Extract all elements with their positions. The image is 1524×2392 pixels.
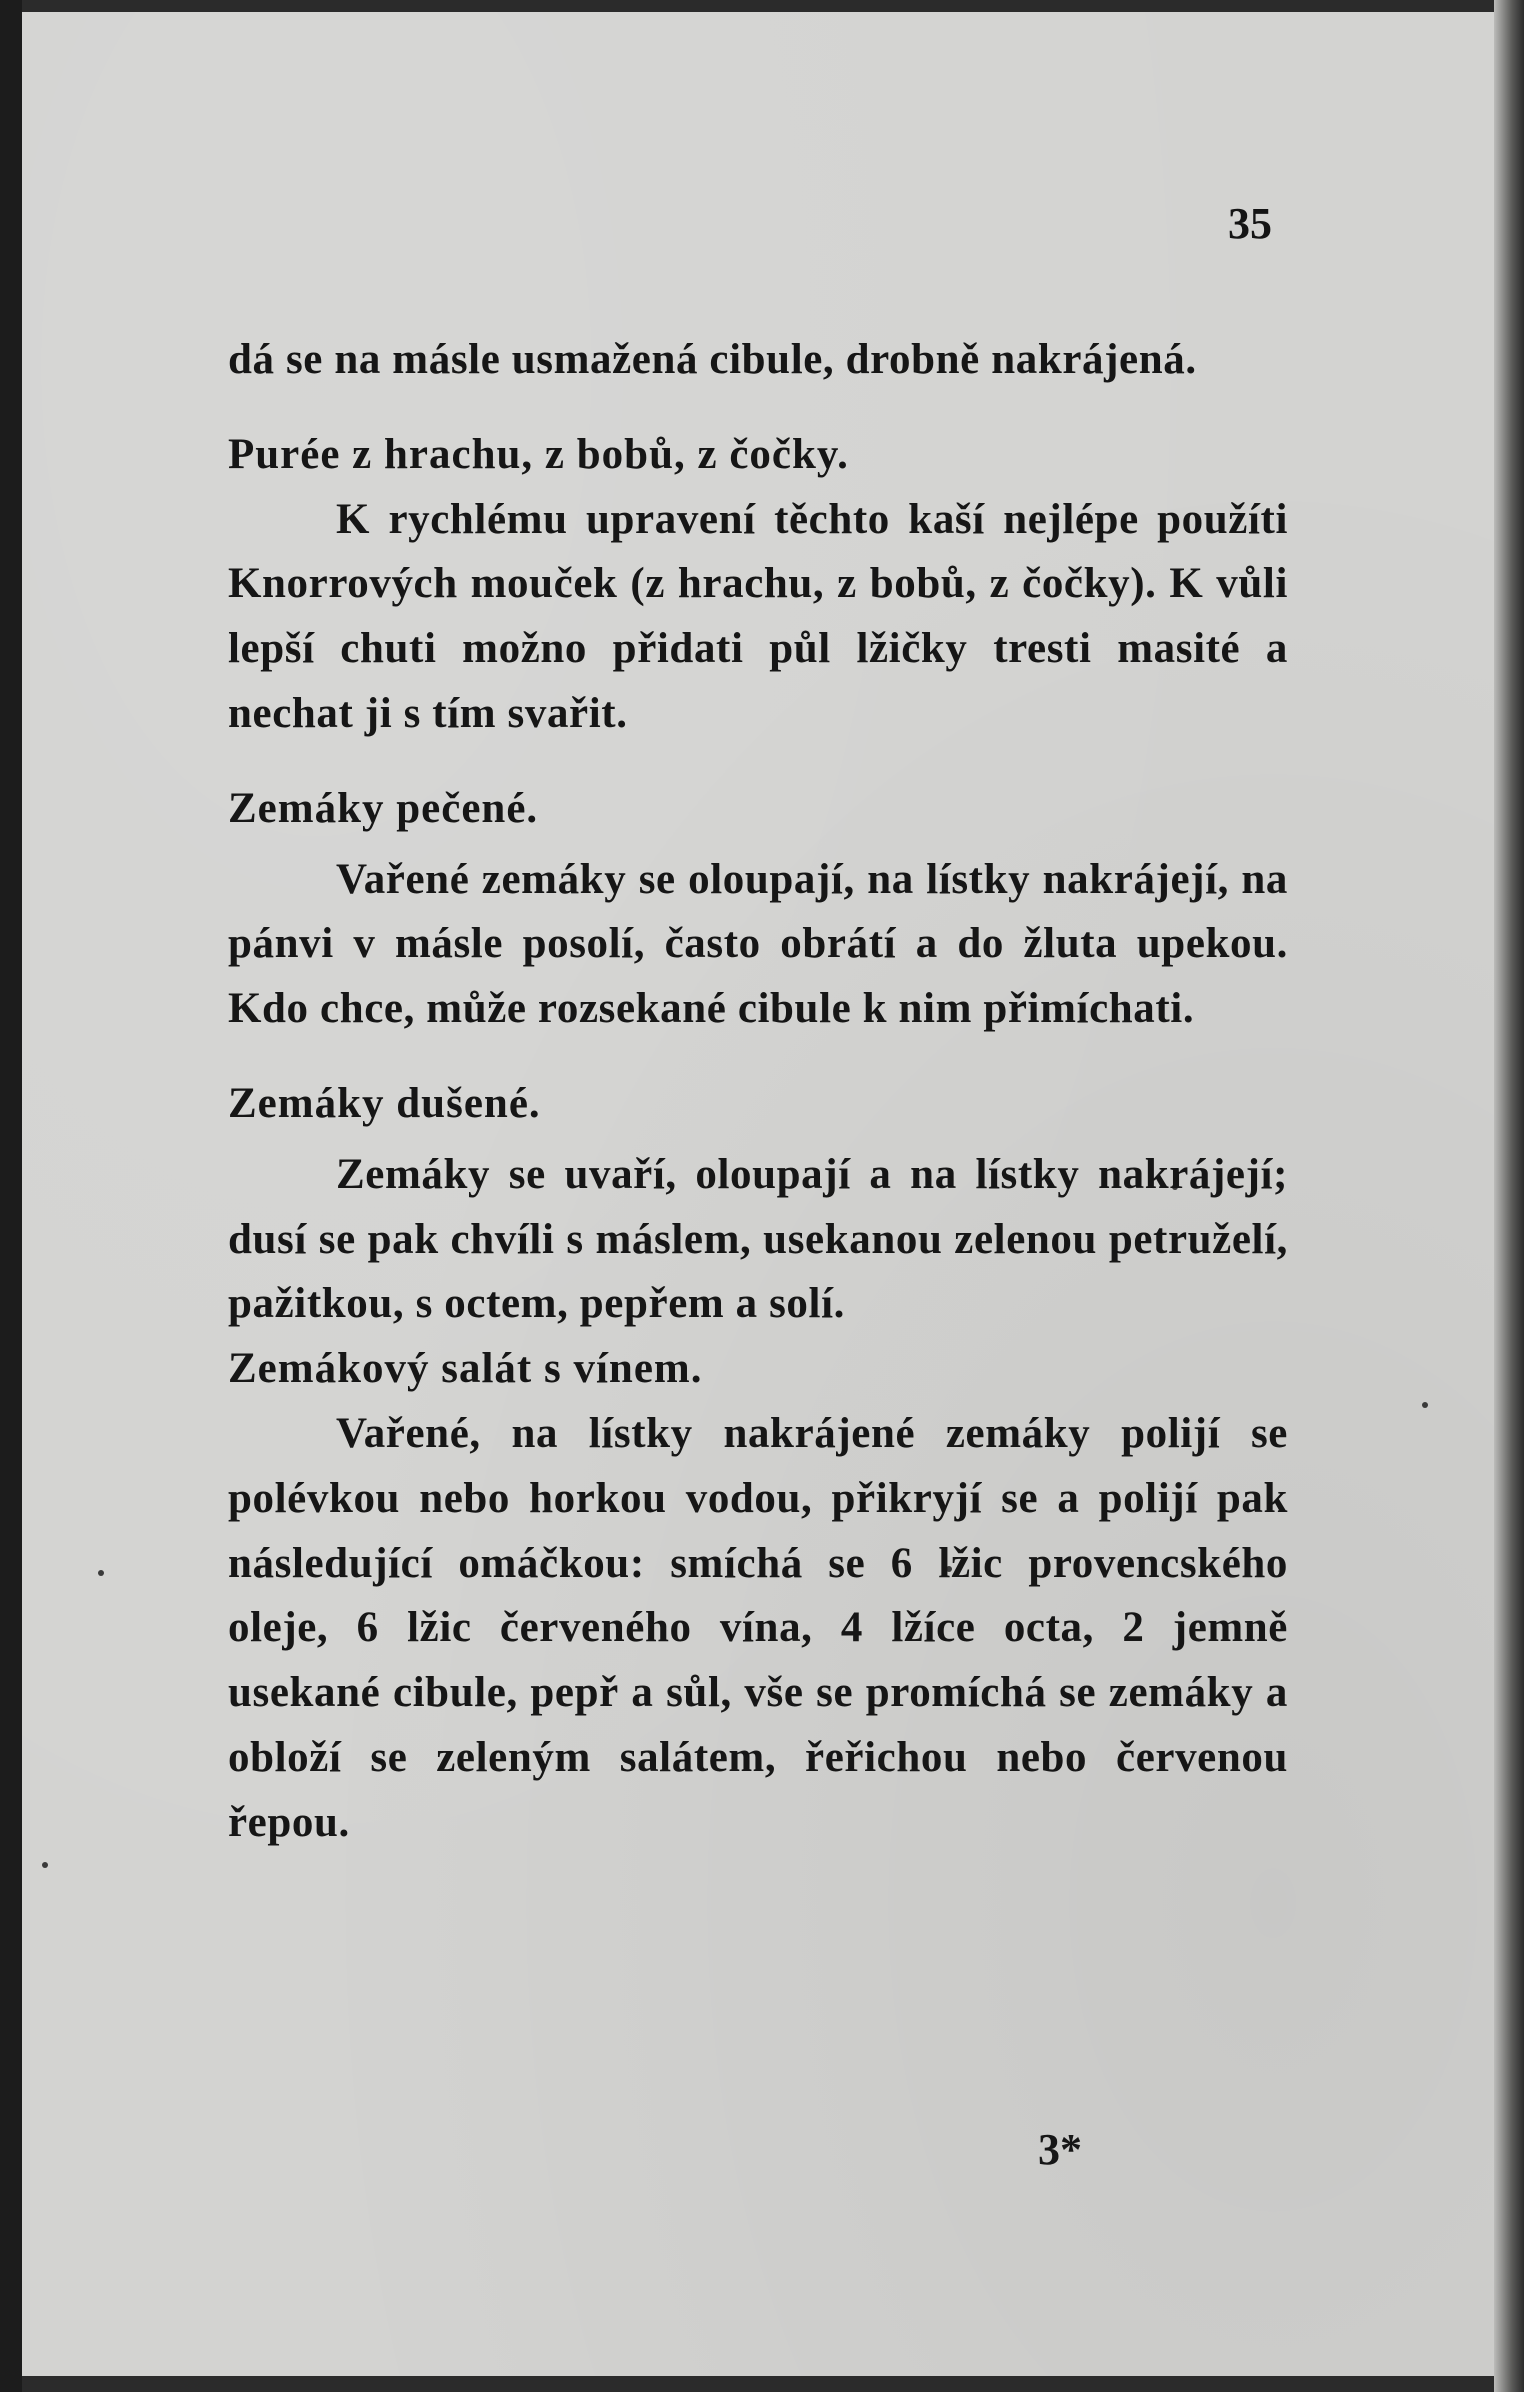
- paragraph-zemaky-pecene: Vařené zemáky se oloupají, na lístky nakrájejí, na pánvi v másle posolí, často obrátí a do žluta upekou. Kdo chce, může rozsekané cibule k nim přimíchati.: [228, 855, 1288, 1033]
- signature-mark: 3*: [1038, 2125, 1082, 2174]
- paragraph-zemakovy-salat: Vařené, na lístky nakrájené zemáky polijí se polévkou nebo horkou vodou, přikryjí se a polijí pak následující omáčkou: smíchá se 6 lžic provencského oleje, 6 lžic červeného vína, 4 lžíce octa, 2 jemně usekané cibule, pepř a sůl, vše se promíchá se zemáky a obloží se zeleným salátem, řeřichou nebo červenou řepou.: [228, 1409, 1288, 1846]
- heading-puree: Purée z hrachu, z bobů, z čočky.: [228, 430, 849, 478]
- page-right-edge: [1494, 0, 1524, 2392]
- paragraph-continuation: dá se na másle usmažená cibule, drobně nakrájená.: [228, 336, 1197, 383]
- paper-speck: [42, 1862, 48, 1868]
- heading-zemakovy-salat: Zemákový salát s vínem.: [228, 1345, 703, 1393]
- paragraph-zemaky-dusene: Zemáky se uvaří, oloupají a na lístky nakrájejí; dusí se pak chvíli s máslem, usekanou zelenou petruželí, pažitkou, s octem, pepřem a solí.: [228, 1150, 1288, 1328]
- heading-zemaky-pecene: Zemáky pečené.: [228, 784, 539, 832]
- page-number: 35: [1228, 199, 1272, 248]
- paragraph-puree: K rychlému upravení těchto kaší nejlépe použíti Knorrových mouček (z hrachu, z bobů, z čočky). K vůli lepší chuti možno přidati půl lžičky tresti masité a nechat ji s tím svařit.: [228, 495, 1288, 737]
- heading-zemaky-dusene: Zemáky dušené.: [228, 1079, 541, 1127]
- paper-speck: [98, 1570, 104, 1576]
- page-text: [228, 328, 1288, 1856]
- page-left-edge: [0, 0, 22, 2392]
- paper-speck: [1422, 1402, 1428, 1408]
